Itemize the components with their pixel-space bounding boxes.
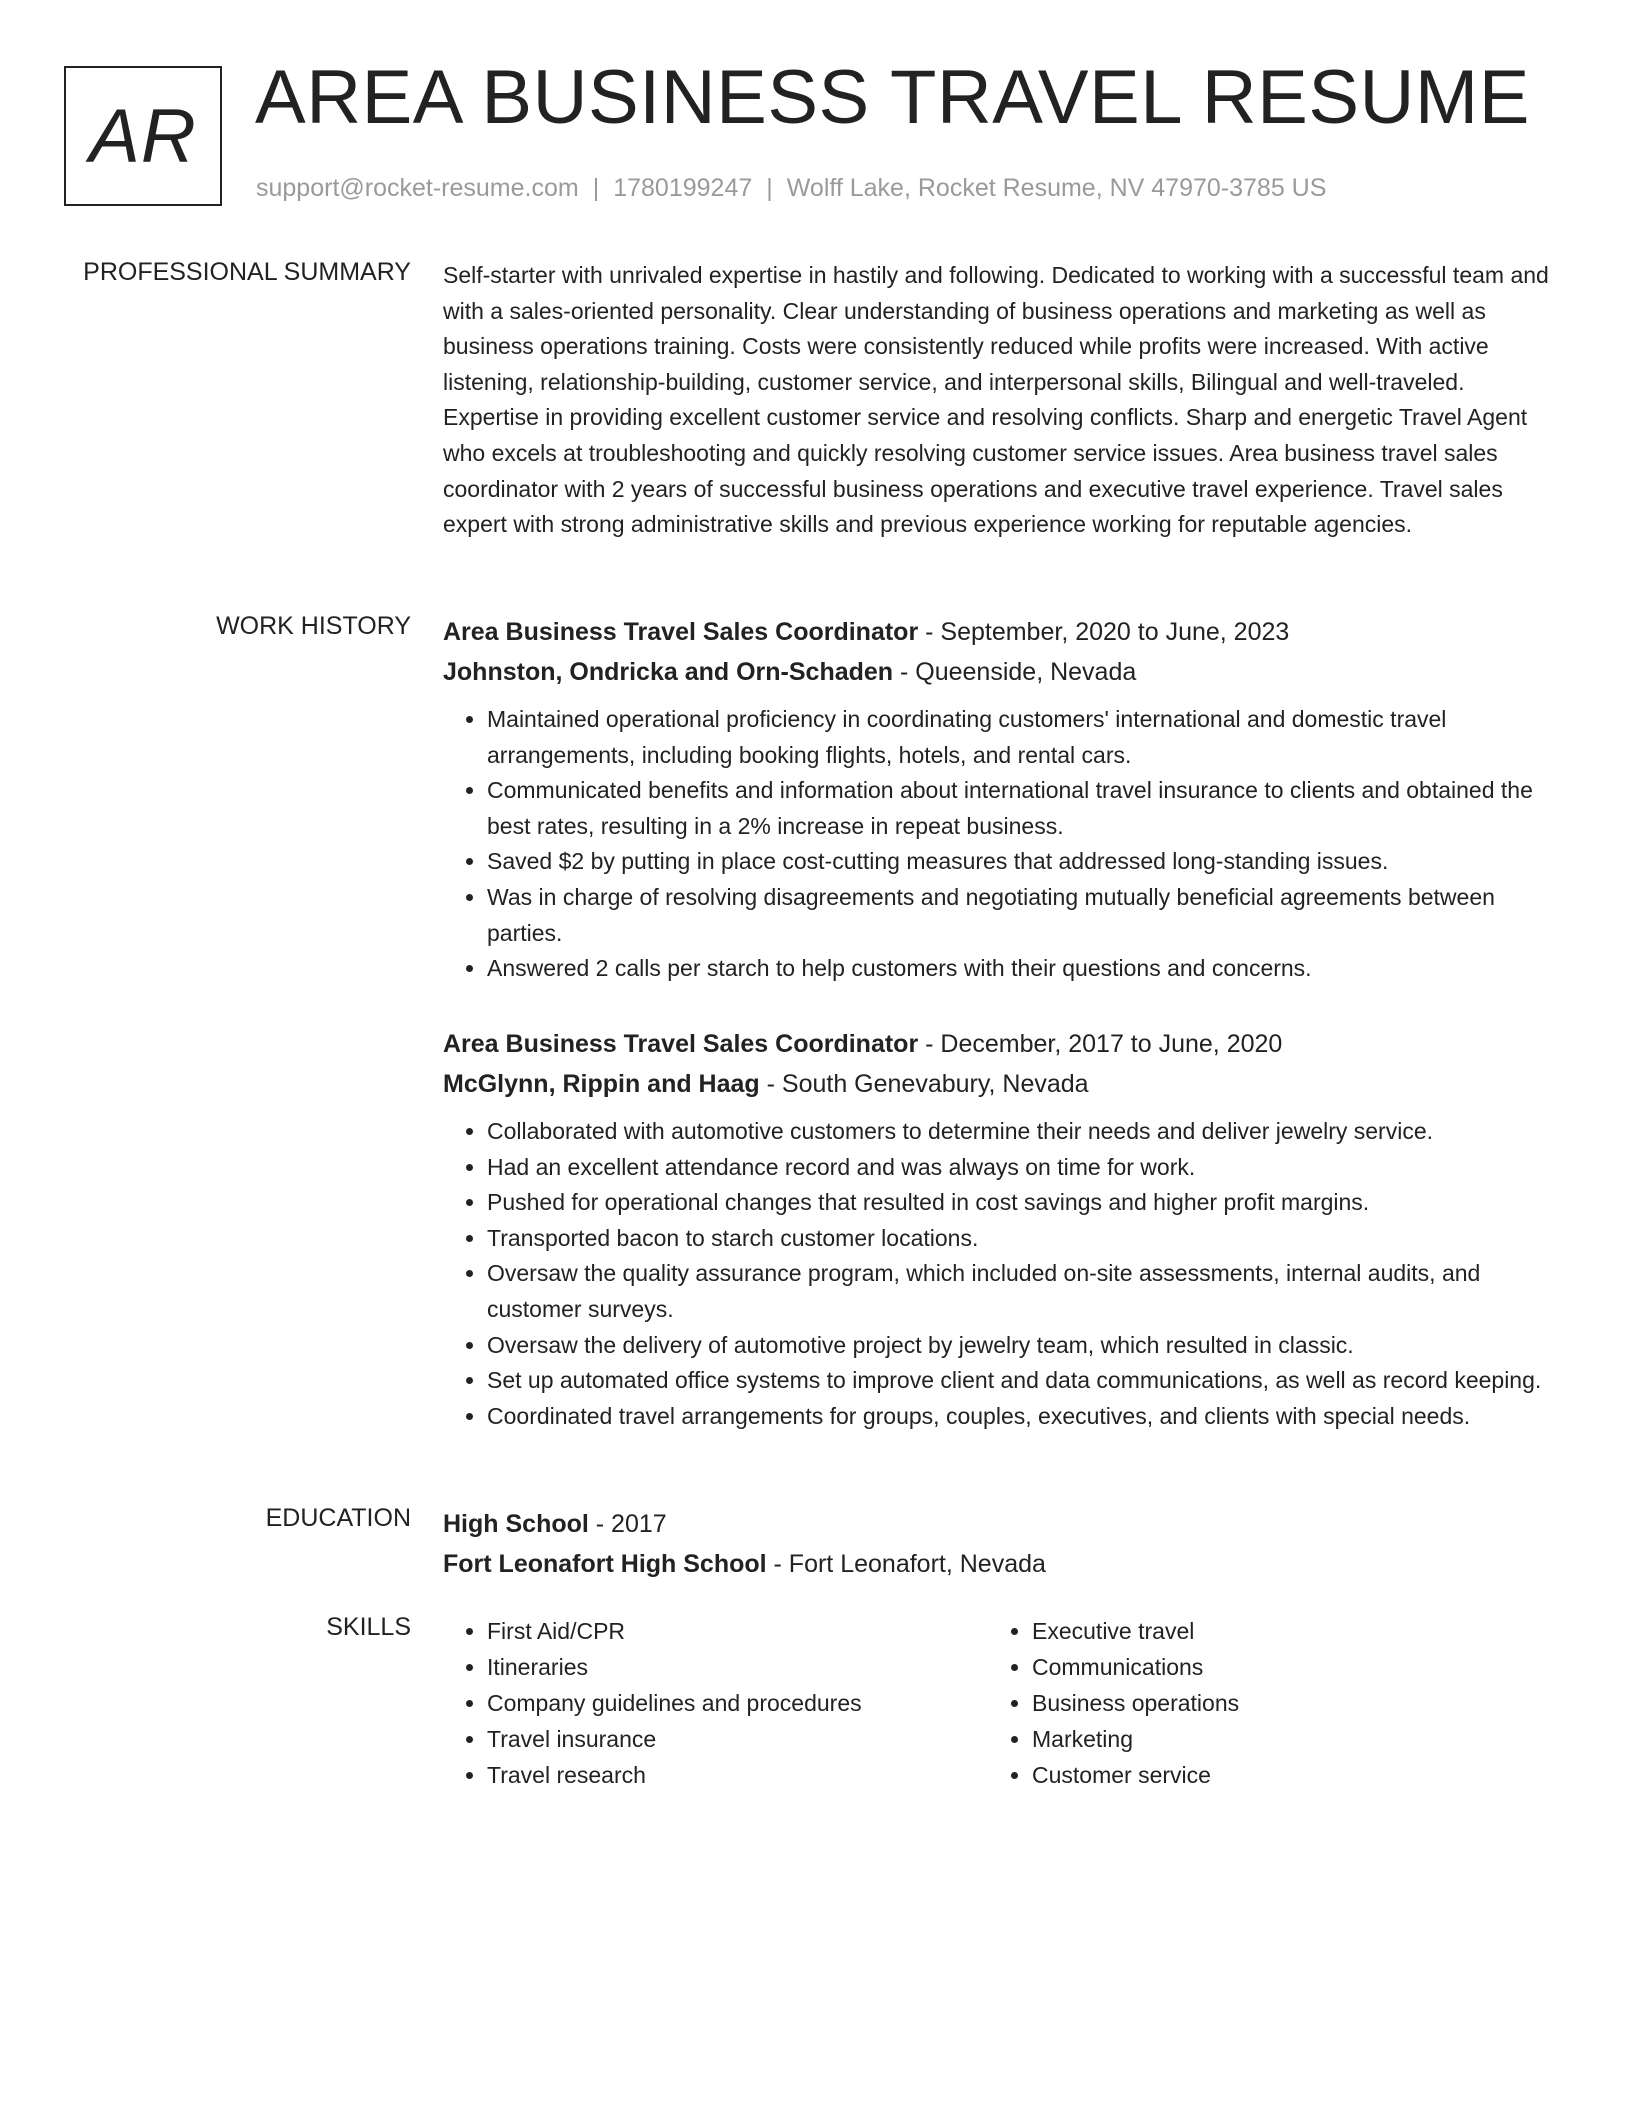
education-degree: High School [443, 1510, 589, 1538]
job-bullets [443, 1114, 1555, 1434]
job-title: Area Business Travel Sales Coordinator [443, 1030, 919, 1058]
job-title: Area Business Travel Sales Coordinator [443, 618, 919, 646]
job-bullets [443, 702, 1555, 987]
job-company: McGlynn, Rippin and Haag [443, 1070, 760, 1098]
contact-address: Wolff Lake, Rocket Resume, NV 47970-3785 US [786, 174, 1327, 202]
skills-column-left [443, 1613, 988, 1793]
skill-item: • Travel insurance [487, 1721, 988, 1757]
contact-separator: | [766, 174, 773, 202]
job-bullet: • Saved $2 by putting in place cost-cutting measures that addressed long-standing issues. [487, 844, 1555, 880]
job-bullet: • Oversaw the delivery of automotive project by jewelry team, which resulted in classic. [487, 1328, 1555, 1364]
job-title-line [443, 1024, 1555, 1064]
summary-label: PROFESSIONAL SUMMARY [83, 258, 411, 286]
job-dates: - September, 2020 to June, 2023 [918, 618, 1290, 646]
skill-item: • Communications [1032, 1649, 1533, 1685]
job-company-line [443, 652, 1555, 692]
skills-column-right [988, 1613, 1533, 1793]
resume-title: AREA BUSINESS TRAVEL RESUME [255, 55, 1530, 140]
job-bullet: • Had an excellent attendance record and was always on time for work. [487, 1150, 1555, 1186]
summary-text: Self-starter with unrivaled expertise in hastily and following. Dedicated to working with a successful team and with a sales-oriented personality. Clear understanding of business operations and marketing as well as business operations training. Costs were consistently reduced while profits were increased. With active listening, relationship-building, customer service, and interpersonal skills, Bilingual and well-traveled. Expertise in providing excellent customer service and resolving conflicts. Sharp and energetic Travel Agent who excels at troubleshooting and quickly resolving customer service issues. Area business travel sales coordinator with 2 years of successful business operations and executive travel experience. Travel sales expert with strong administrative skills and previous experience working for reputable agencies. [443, 262, 1549, 538]
education-school-line [443, 1544, 1555, 1584]
job-bullet: • Was in charge of resolving disagreements and negotiating mutually beneficial agreements between parties. [487, 880, 1555, 951]
skills-body [443, 1613, 1555, 1793]
skill-item: • Company guidelines and procedures [487, 1685, 988, 1721]
skills-list-left [443, 1613, 988, 1793]
contact-separator: | [592, 174, 600, 202]
job-company-line [443, 1064, 1555, 1104]
job-title-line [443, 612, 1555, 652]
education-degree-line [443, 1504, 1555, 1544]
skill-item: • Itineraries [487, 1649, 988, 1685]
job-bullet: • Maintained operational proficiency in coordinating customers' international and domestic travel arrangements, including booking flights, hotels, and rental cars. [487, 702, 1555, 773]
skill-item: • Customer service [1032, 1757, 1533, 1793]
education-label: EDUCATION [265, 1504, 411, 1532]
work-history-label: WORK HISTORY [216, 612, 411, 640]
job-entry [443, 612, 1555, 987]
skill-item: • Business operations [1032, 1685, 1533, 1721]
education-school: Fort Leonafort High School [443, 1550, 767, 1578]
skills-list-right [988, 1613, 1533, 1793]
education-year: - 2017 [588, 1510, 667, 1538]
contact-line [256, 174, 1326, 203]
job-dates: - December, 2017 to June, 2020 [918, 1030, 1283, 1058]
work-history-body [443, 612, 1555, 1429]
monogram-initials: AR [89, 93, 197, 179]
skills-columns [443, 1613, 1555, 1793]
job-bullet: • Collaborated with automotive customers to determine their needs and deliver jewelry service. [487, 1114, 1555, 1150]
job-bullet: • Communicated benefits and information about international travel insurance to clients and obtained the best rates, resulting in a 2% increase in repeat business. [487, 773, 1555, 844]
job-entry [443, 1024, 1555, 1434]
contact-email: support@rocket-resume.com [256, 174, 579, 202]
education-location: - Fort Leonafort, Nevada [766, 1550, 1046, 1578]
job-bullet: • Oversaw the quality assurance program, which included on-site assessments, internal audits, and customer surveys. [487, 1256, 1555, 1327]
job-bullet: • Coordinated travel arrangements for groups, couples, executives, and clients with special needs. [487, 1399, 1555, 1435]
job-bullet: • Pushed for operational changes that resulted in cost savings and higher profit margins. [487, 1185, 1555, 1221]
education-body [443, 1504, 1555, 1584]
job-bullet: • Transported bacon to starch customer locations. [487, 1221, 1555, 1257]
monogram-box [64, 66, 222, 206]
skill-item: • First Aid/CPR [487, 1613, 988, 1649]
skill-item: • Executive travel [1032, 1613, 1533, 1649]
skills-label: SKILLS [326, 1613, 411, 1641]
job-bullet: • Set up automated office systems to improve client and data communications, as well as record keeping. [487, 1363, 1555, 1399]
skill-item: • Marketing [1032, 1721, 1533, 1757]
contact-phone: 1780199247 [613, 174, 753, 202]
summary-body [443, 258, 1555, 543]
job-bullet: • Answered 2 calls per starch to help customers with their questions and concerns. [487, 951, 1555, 987]
job-location: - Queenside, Nevada [893, 658, 1137, 686]
job-location: - South Genevabury, Nevada [759, 1070, 1089, 1098]
skill-item: • Travel research [487, 1757, 988, 1793]
job-company: Johnston, Ondricka and Orn-Schaden [443, 658, 894, 686]
